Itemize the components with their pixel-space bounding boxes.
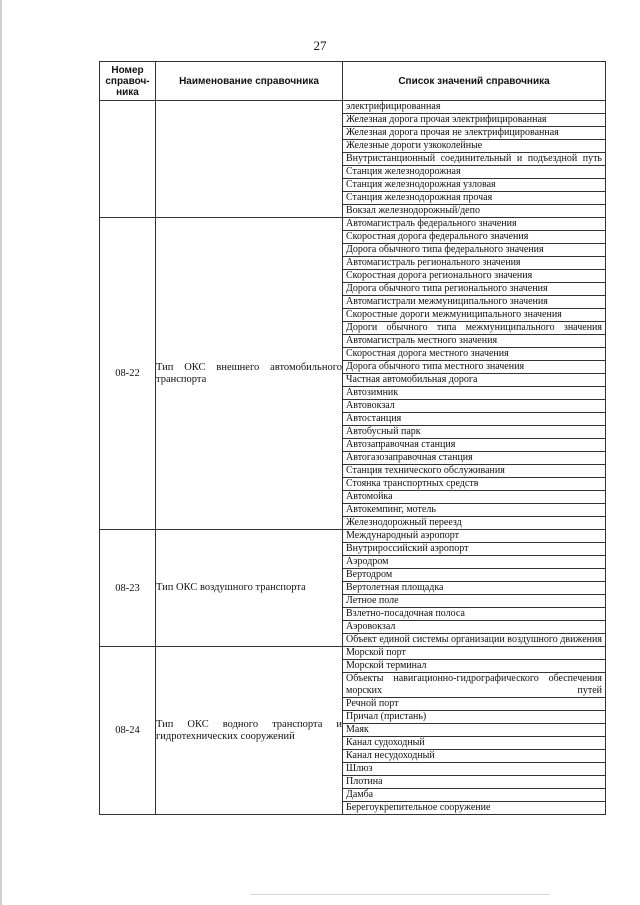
value-item: Дороги обычного типа межмуниципального значения bbox=[343, 322, 605, 335]
directory-code: 08-24 bbox=[100, 647, 156, 815]
scan-edge bbox=[0, 0, 2, 905]
value-item: Автомагистраль федерального значения bbox=[343, 218, 605, 231]
value-item: Причал (пристань) bbox=[343, 711, 605, 724]
value-item: Дорога обычного типа федерального значения bbox=[343, 244, 605, 257]
value-item: Плотина bbox=[343, 776, 605, 789]
value-item: Автостанция bbox=[343, 413, 605, 426]
table-header-row bbox=[100, 62, 606, 101]
value-item: Автозимник bbox=[343, 387, 605, 400]
value-item: Вокзал железнодорожный/депо bbox=[346, 205, 480, 216]
value-item: Морской порт bbox=[343, 647, 605, 660]
value-item: Объект единой системы организации воздушного движения bbox=[346, 634, 602, 645]
value-item: Железная дорога прочая не электрифицированная bbox=[343, 127, 605, 140]
directory-values bbox=[343, 101, 606, 218]
value-item: электрифицированная bbox=[343, 101, 605, 114]
value-item: Станция железнодорожная прочая bbox=[343, 192, 605, 205]
page-number: 27 bbox=[313, 38, 327, 53]
directory-name: Тип ОКС воздушного транспорта bbox=[156, 530, 343, 647]
header-code: Номер справоч-ника bbox=[100, 62, 156, 101]
directory-code: 08-23 bbox=[100, 530, 156, 647]
value-item: Скоростная дорога федерального значения bbox=[343, 231, 605, 244]
value-item: Скоростная дорога местного значения bbox=[343, 348, 605, 361]
value-item: Автомагистраль регионального значения bbox=[343, 257, 605, 270]
value-item: Международный аэропорт bbox=[343, 530, 605, 543]
value-item: Автомойка bbox=[343, 491, 605, 504]
value-item: Морской терминал bbox=[343, 660, 605, 673]
value-item: Летное поле bbox=[343, 595, 605, 608]
value-item: Канал несудоходный bbox=[343, 750, 605, 763]
value-item: Дорога обычного типа местного значения bbox=[343, 361, 605, 374]
scan-line bbox=[250, 894, 550, 895]
value-item: Автомагистрали межмуниципального значения bbox=[343, 296, 605, 309]
value-item: Дамба bbox=[343, 789, 605, 802]
value-item: Стоянка транспортных средств bbox=[343, 478, 605, 491]
directory-code: 08-22 bbox=[100, 218, 156, 530]
directory-values bbox=[343, 647, 606, 815]
value-item: Маяк bbox=[343, 724, 605, 737]
value-item: Частная автомобильная дорога bbox=[343, 374, 605, 387]
value-item: Автогазозаправочная станция bbox=[343, 452, 605, 465]
value-item: Станция технического обслуживания bbox=[343, 465, 605, 478]
value-item: Берегоукрепительное сооружение bbox=[346, 802, 491, 813]
value-item: Аэровокзал bbox=[343, 621, 605, 634]
value-item: Автозаправочная станция bbox=[343, 439, 605, 452]
directory-table bbox=[99, 61, 606, 815]
directory-name bbox=[156, 101, 343, 218]
value-item: Канал судоходный bbox=[343, 737, 605, 750]
directory-name: Тип ОКС водного транспорта и гидротехнических сооружений bbox=[156, 647, 343, 815]
value-item: Железные дороги узкоколейные bbox=[343, 140, 605, 153]
value-item: Речной порт bbox=[343, 698, 605, 711]
value-item: Автобусный парк bbox=[343, 426, 605, 439]
directory-values bbox=[343, 530, 606, 647]
table-row bbox=[100, 218, 606, 530]
value-item: Железная дорога прочая электрифицированная bbox=[343, 114, 605, 127]
value-item: Дорога обычного типа регионального значения bbox=[343, 283, 605, 296]
table-row bbox=[100, 101, 606, 218]
value-item: Автокемпинг, мотель bbox=[343, 504, 605, 517]
value-item: Станция железнодорожная узловая bbox=[343, 179, 605, 192]
value-item: Скоростная дорога регионального значения bbox=[343, 270, 605, 283]
directory-code bbox=[100, 101, 156, 218]
value-item: Автомагистраль местного значения bbox=[343, 335, 605, 348]
value-item: Взлетно-посадочная полоса bbox=[343, 608, 605, 621]
directory-values bbox=[343, 218, 606, 530]
value-item: Станция железнодорожная bbox=[343, 166, 605, 179]
value-item: Внутристанционный соединительный и подъездной путь bbox=[343, 153, 605, 166]
value-item: Вертодром bbox=[343, 569, 605, 582]
table-row bbox=[100, 530, 606, 647]
value-item: Объекты навигационно-гидрографического обеспечения морских путей bbox=[343, 673, 605, 698]
value-item: Автовокзал bbox=[343, 400, 605, 413]
value-item: Аэродром bbox=[343, 556, 605, 569]
value-item: Шлюз bbox=[343, 763, 605, 776]
header-values: Список значений справочника bbox=[343, 62, 606, 101]
value-item: Железнодорожный переезд bbox=[346, 517, 462, 528]
directory-name: Тип ОКС внешнего автомобильного транспорта bbox=[156, 218, 343, 530]
value-item: Скоростные дороги межмуниципального значения bbox=[343, 309, 605, 322]
table-row bbox=[100, 647, 606, 815]
value-item: Внутрироссийский аэропорт bbox=[343, 543, 605, 556]
value-item: Вертолетная площадка bbox=[343, 582, 605, 595]
header-name: Наименование справочника bbox=[156, 62, 343, 101]
